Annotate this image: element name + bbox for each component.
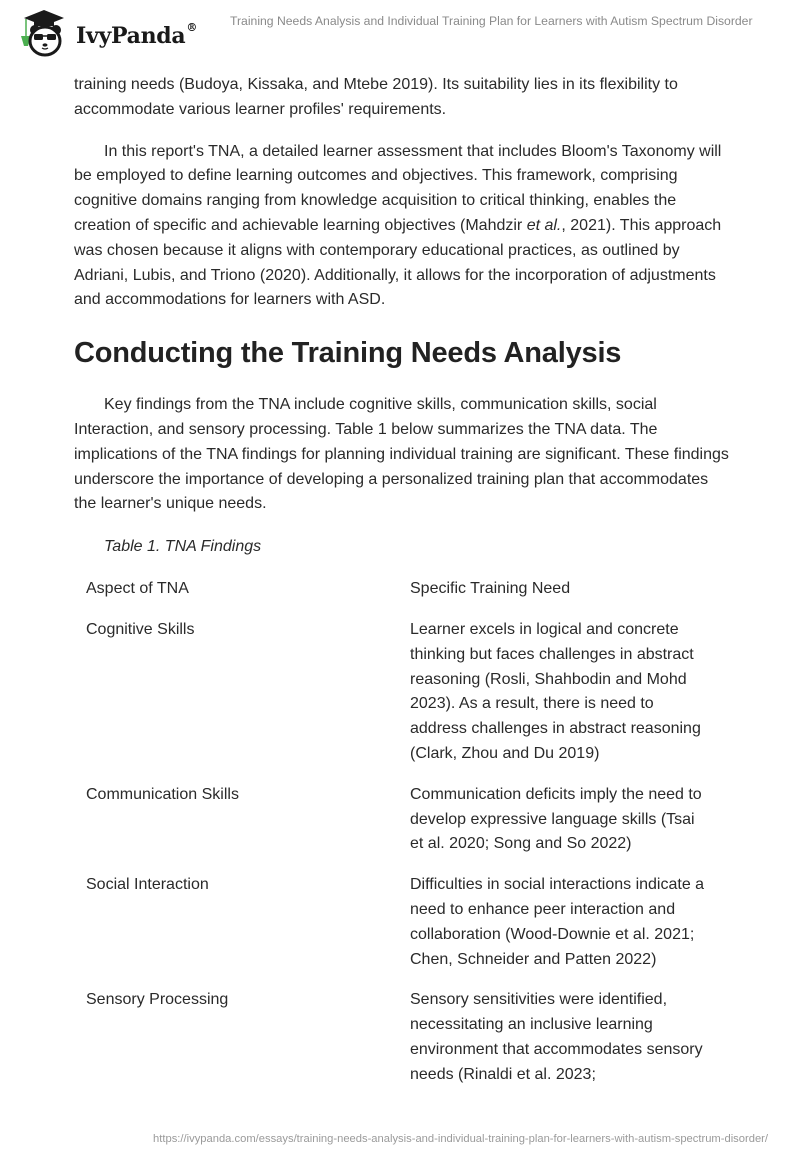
cell-training-need: Sensory sensitivities were identified, necessitating an inclusive learning environment that accommodates sensory needs (Rinaldi et al. 2023; [410,991,703,1083]
table-row [74,618,724,783]
cell-training-need: Difficulties in social interactions indicate a need to enhance peer interaction and collaboration (Wood-Downie et al. 2021; Chen, Schneider and Patten 2022) [410,876,705,968]
cell-aspect: Communication Skills [86,785,239,803]
cell-training-need: Learner excels in logical and concrete thinking but faces challenges in abstract reasoning (Rosli, Shahbodin and Mohd 2023). As a result, there is need to address challenges in abstract reasoning (Clark, Zhou and Du 2019) [410,620,701,762]
table-header-row [74,577,724,618]
cell-aspect: Sensory Processing [86,991,229,1009]
table-caption: Table 1. TNA Findings [104,538,262,556]
italic-et-al: et al. [526,216,562,234]
paragraph-intro-continued: training needs (Budoya, Kissaka, and Mtebe 2019). Its suitability lies in its flexibility to accommodate various learner profiles' requirements. [74,76,678,118]
panda-graduate-icon [16,8,72,58]
article-body [74,73,734,1104]
cell-training-need: Communication deficits imply the need to develop expressive language skills (Tsai et al. 2020; Song and So 2022) [410,785,702,853]
tna-findings-table [74,577,724,1103]
cell-aspect: Social Interaction [86,876,209,894]
document-title: Training Needs Analysis and Individual Training Plan for Learners with Autism Spectrum Disorder [230,14,753,28]
table-row [74,873,724,988]
logo-wordmark: IvyPanda® [76,21,198,49]
paragraph-key-findings: Key findings from the TNA include cognitive skills, communication skills, social Interaction, and sensory processing. Table 1 below summarizes the TNA data. The implications of the TNA findings for planning individual training are significant. These findings underscore the importance of developing a personalized training plan that accommodates the learner's unique needs. [74,396,729,513]
ivypanda-logo[interactable] [16,8,197,58]
section-heading: Conducting the Training Needs Analysis [74,337,622,370]
paragraph-bloom-taxonomy: In this report's TNA, a detailed learner assessment that includes Bloom's Taxonomy will be employed to define learning outcomes and objectives. This framework, comprising cognitive domains ranging from knowledge acquisition to critical thinking, enables the creation of specific and achievable learning objectives (Mahdzir et al., 2021). This approach was chosen because it aligns with contemporary educational practices, as outlined by Adriani, Lubis, and Triono (2020). Additionally, it allows for the incorporation of adjustments and accommodations for learners with ASD. [74,142,722,309]
table-row [74,988,724,1103]
source-url-link[interactable]: https://ivypanda.com/essays/training-needs-analysis-and-individual-training-plan-for-learners-with-autism-spectrum-disorder/ [153,1133,768,1145]
table-row [74,783,724,873]
cell-aspect: Cognitive Skills [86,620,195,638]
header-training-need: Specific Training Need [410,580,571,598]
header-aspect: Aspect of TNA [86,580,189,598]
page-header [0,0,800,60]
